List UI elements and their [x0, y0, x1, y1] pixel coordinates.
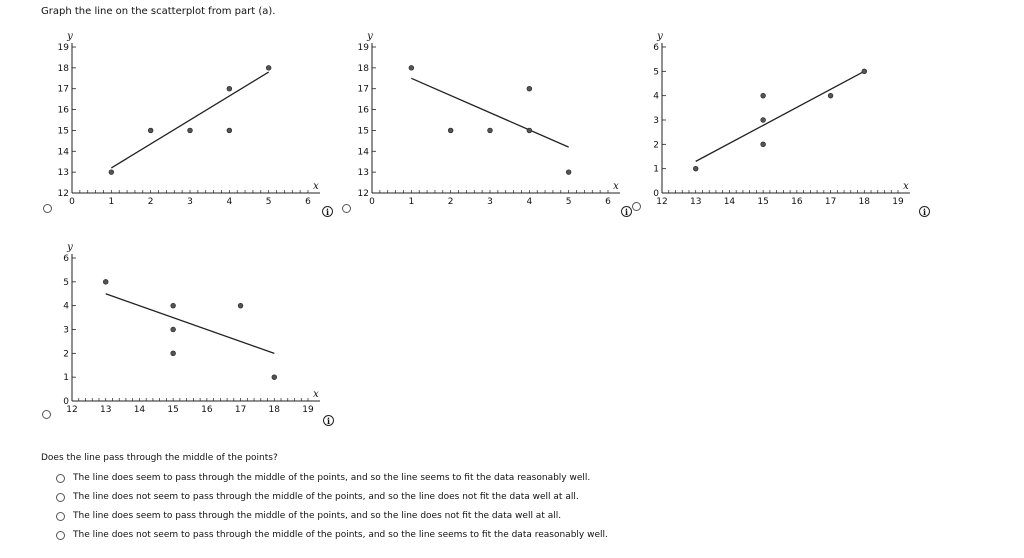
scatterplot-c — [626, 25, 936, 215]
y-tick-label: 2 — [653, 140, 659, 151]
x-tick-label: 12 — [66, 405, 78, 415]
fitted-line — [411, 78, 568, 147]
option-graph-c[interactable] — [631, 201, 643, 213]
y-tick-label: 5 — [653, 67, 659, 78]
y-tick-label: 19 — [57, 43, 69, 53]
x-axis-label: x — [613, 181, 619, 192]
scatterplot-b — [336, 25, 636, 215]
x-axis-label: x — [313, 181, 319, 192]
data-point — [693, 166, 698, 171]
x-tick-label: 17 — [824, 197, 837, 207]
option-graph-b[interactable] — [341, 203, 353, 215]
answer-option-3-label: The line does seem to pass through the middle of the points, and so the line does not fit the data well at all. — [73, 511, 562, 521]
data-point — [488, 128, 493, 133]
y-tick-label: 13 — [357, 168, 369, 179]
option-graph-a[interactable] — [42, 203, 54, 215]
data-point — [527, 128, 532, 133]
y-tick-label: 4 — [653, 91, 659, 102]
y-tick-label: 3 — [653, 116, 659, 126]
option-graph-d[interactable] — [41, 409, 53, 421]
x-tick-label: 6 — [605, 197, 611, 207]
x-tick-label: 14 — [133, 405, 146, 415]
fitted-line — [106, 294, 275, 354]
answer-option-1[interactable] — [56, 473, 590, 483]
y-tick-label: 17 — [57, 84, 69, 95]
data-point — [227, 128, 232, 133]
y-tick-label: 14 — [357, 147, 369, 158]
x-tick-label: 12 — [656, 197, 668, 207]
y-tick-label: 13 — [57, 168, 69, 179]
data-point — [148, 128, 153, 133]
y-tick-label: 16 — [357, 105, 369, 116]
data-point — [761, 93, 766, 98]
y-tick-label: 5 — [63, 277, 69, 288]
x-tick-label: 16 — [791, 197, 803, 207]
x-tick-label: 3 — [187, 197, 193, 207]
scatterplot-a — [36, 25, 336, 215]
y-tick-label: 18 — [57, 63, 69, 74]
answer-option-3[interactable] — [56, 511, 561, 521]
y-tick-label: 0 — [653, 189, 659, 199]
x-tick-label: 2 — [147, 197, 154, 207]
y-axis-label: y — [67, 242, 73, 253]
x-axis-label: x — [313, 389, 319, 400]
answer-option-2-label: The line does not seem to pass through the middle of the points, and so the line does not fit the data well at all. — [73, 492, 579, 502]
info-icon[interactable]: i — [322, 206, 333, 217]
data-point — [266, 65, 271, 70]
data-point — [527, 86, 532, 91]
prompt-text: Graph the line on the scatterplot from part (a). — [41, 6, 276, 17]
answer-option-1-radio[interactable] — [56, 474, 65, 483]
y-tick-label: 2 — [63, 349, 69, 360]
answer-option-4[interactable] — [56, 530, 608, 540]
x-tick-label: 0 — [369, 197, 375, 207]
x-tick-label: 18 — [268, 405, 281, 415]
data-point — [862, 69, 867, 74]
x-tick-label: 3 — [487, 197, 493, 207]
x-tick-label: 1 — [408, 197, 415, 207]
data-point — [272, 375, 277, 380]
x-tick-label: 17 — [234, 405, 247, 415]
y-tick-label: 19 — [357, 43, 369, 53]
y-axis-label: y — [657, 31, 663, 42]
x-tick-label: 14 — [723, 197, 736, 207]
data-point — [103, 279, 108, 284]
y-axis-label: y — [67, 31, 73, 42]
x-tick-label: 13 — [689, 197, 702, 207]
data-point — [171, 351, 176, 356]
x-tick-label: 1 — [108, 197, 115, 207]
x-tick-label: 13 — [99, 405, 112, 415]
answer-option-2[interactable] — [56, 492, 579, 502]
x-tick-label: 4 — [526, 197, 533, 207]
answer-option-4-radio[interactable] — [56, 531, 65, 540]
y-tick-label: 6 — [63, 254, 69, 264]
y-tick-label: 3 — [63, 325, 69, 336]
x-tick-label: 5 — [265, 197, 272, 207]
x-tick-label: 19 — [302, 405, 314, 415]
x-tick-label: 4 — [226, 197, 233, 207]
data-point — [238, 303, 243, 308]
x-tick-label: 19 — [892, 197, 904, 207]
data-point — [227, 86, 232, 91]
y-tick-label: 12 — [357, 189, 369, 199]
answer-option-1-label: The line does seem to pass through the middle of the points, and so the line seems to fit the data reasonably well. — [73, 473, 591, 483]
answer-option-3-radio[interactable] — [56, 512, 65, 521]
y-tick-label: 6 — [653, 43, 659, 53]
data-point — [761, 142, 766, 147]
x-tick-label: 15 — [757, 197, 769, 207]
x-tick-label: 6 — [305, 197, 311, 207]
scatterplot-d — [36, 236, 346, 426]
y-tick-label: 17 — [357, 84, 369, 95]
y-tick-label: 12 — [57, 189, 69, 199]
x-tick-label: 15 — [167, 405, 179, 415]
fitted-line — [111, 72, 268, 168]
y-tick-label: 15 — [57, 126, 69, 137]
option-graph-b-radio[interactable] — [342, 204, 351, 213]
data-point — [566, 170, 571, 175]
y-tick-label: 18 — [357, 63, 369, 74]
info-icon[interactable]: i — [621, 206, 632, 217]
y-tick-label: 15 — [357, 126, 369, 137]
data-point — [109, 170, 114, 175]
x-tick-label: 0 — [69, 197, 75, 207]
data-point — [448, 128, 453, 133]
info-icon[interactable]: i — [919, 206, 930, 217]
x-tick-label: 5 — [565, 197, 572, 207]
option-graph-d-radio[interactable] — [42, 410, 51, 419]
x-tick-label: 2 — [447, 197, 454, 207]
y-tick-label: 1 — [653, 164, 659, 175]
info-icon[interactable]: i — [323, 415, 334, 426]
option-graph-a-radio[interactable] — [43, 204, 52, 213]
data-point — [761, 118, 766, 123]
data-point — [171, 303, 176, 308]
question-text: Does the line pass through the middle of the points? — [41, 453, 278, 463]
y-tick-label: 14 — [57, 147, 69, 158]
answer-option-2-radio[interactable] — [56, 493, 65, 502]
x-axis-label: x — [903, 181, 909, 192]
x-tick-label: 16 — [201, 405, 213, 415]
option-graph-c-radio[interactable] — [632, 202, 641, 211]
y-axis-label: y — [367, 31, 373, 42]
y-tick-label: 16 — [57, 105, 69, 116]
y-tick-label: 4 — [63, 301, 69, 312]
answer-option-4-label: The line does not seem to pass through the middle of the points, and so the line seems to fit the data reasonably well. — [73, 530, 608, 540]
y-tick-label: 0 — [63, 397, 69, 407]
x-tick-label: 18 — [858, 197, 871, 207]
data-point — [188, 128, 193, 133]
data-point — [409, 65, 414, 70]
data-point — [171, 327, 176, 332]
fitted-line — [696, 71, 865, 161]
data-point — [828, 93, 833, 98]
y-tick-label: 1 — [63, 373, 69, 384]
